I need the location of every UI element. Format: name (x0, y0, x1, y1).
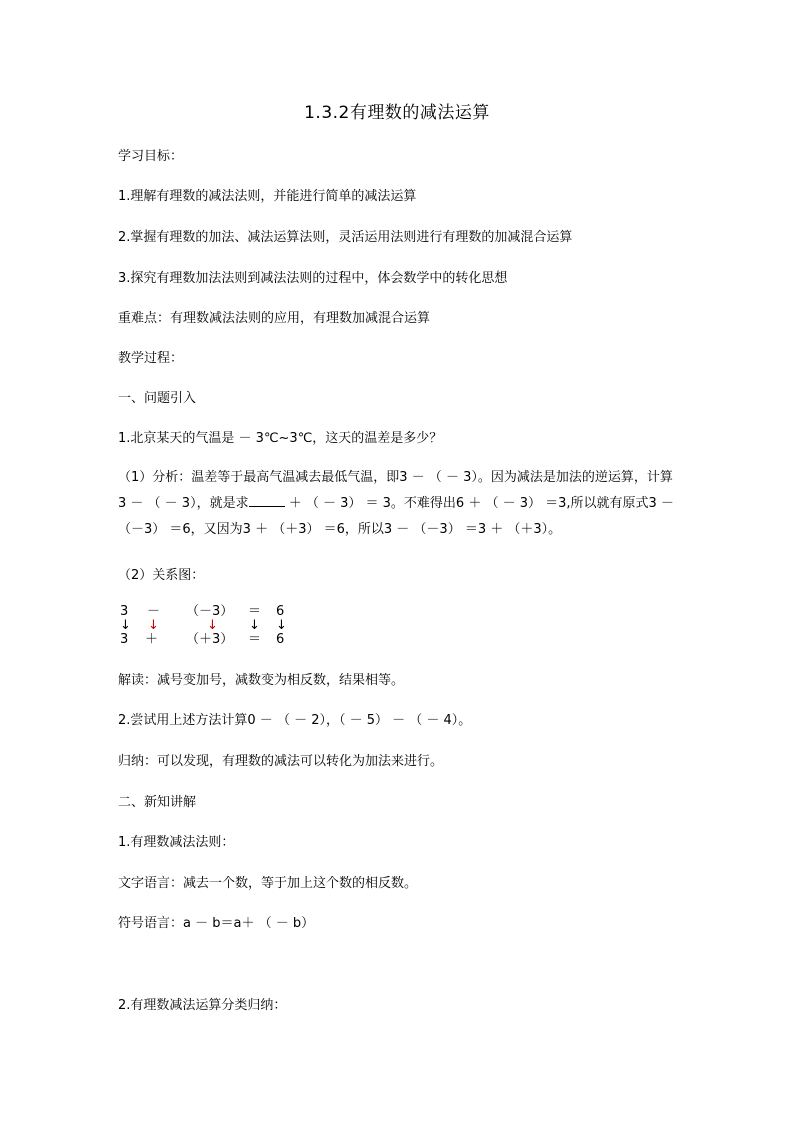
relation-r2-c1: 3 (120, 632, 129, 647)
relation-r2-c3: （＋3） (186, 632, 234, 647)
key-points: 重难点：有理数减法法则的应用，有理数加减混合运算 (118, 311, 431, 326)
relation-r1-c2: － (147, 604, 161, 619)
arrow-down-icon: ↓ (249, 618, 260, 633)
process-heading: 教学过程： (118, 351, 184, 366)
arrow-down-icon: ↓ (207, 618, 218, 633)
answer-blank (249, 493, 285, 507)
relation-r1-c3: （－3） (186, 604, 234, 619)
arrow-down-icon: ↓ (148, 618, 159, 633)
relation-r2-c4: ＝ (248, 632, 262, 647)
relation-r2-c2: ＋ (145, 632, 159, 647)
rule-heading: 1.有理数减法法则： (118, 835, 235, 850)
symbol-language: 符号语言：a － b＝a＋ （ － b） (118, 916, 315, 931)
analysis-text-part1: （1）分析：温差等于最高气温减去最低气温，即3 － （ － 3）。因为减法是加法的逆运算，计算3 － （ － 3），就是求 (118, 470, 673, 511)
classification-heading: 2.有理数减法运算分类归纳： (118, 998, 287, 1013)
goal-1: 1.理解有理数的减法法则，并能进行简单的减法运算 (118, 189, 417, 204)
relation-r2-c5: 6 (276, 632, 285, 647)
goal-3: 3.探究有理数加法法则到减法法则的过程中，体会数学中的转化思想 (118, 271, 508, 286)
relation-r1-c5: 6 (276, 604, 285, 619)
page-title: 1.3.2有理数的减法运算 (304, 103, 490, 123)
analysis-paragraph (118, 465, 678, 543)
interpretation: 解读：减号变加号，减数变为相反数，结果相等。 (118, 673, 405, 688)
relation-r1-c1: 3 (120, 604, 129, 619)
arrow-down-icon: ↓ (120, 618, 131, 633)
analysis-text-part2: ＋ （ － 3） ＝ 3。不难得出6 ＋ （ － 3） ＝3,所以就有原式3 － （－3） ＝6，又因为3 ＋ （＋3） ＝6，所以3 － （－3） ＝3 ＋ （＋3）。 (118, 496, 674, 537)
section-2-heading: 二、新知讲解 (118, 795, 197, 810)
relation-heading: （2）关系图： (118, 568, 205, 583)
goal-2: 2.掌握有理数的加法、减法运算法则，灵活运用法则进行有理数的加减混合运算 (118, 230, 573, 245)
goals-heading: 学习目标： (118, 149, 184, 164)
question-2: 2.尝试用上述方法计算0 － （ － 2），（ － 5） － （ － 4）。 (118, 713, 472, 728)
section-1-heading: 一、问题引入 (118, 391, 197, 406)
question-1: 1.北京某天的气温是 － 3℃~3℃，这天的温差是多少？ (118, 431, 443, 446)
summary: 归纳：可以发现，有理数的减法可以转化为加法来进行。 (118, 754, 444, 769)
relation-r1-c4: ＝ (248, 604, 262, 619)
text-language: 文字语言：减去一个数，等于加上这个数的相反数。 (118, 876, 418, 891)
arrow-down-icon: ↓ (276, 618, 287, 633)
